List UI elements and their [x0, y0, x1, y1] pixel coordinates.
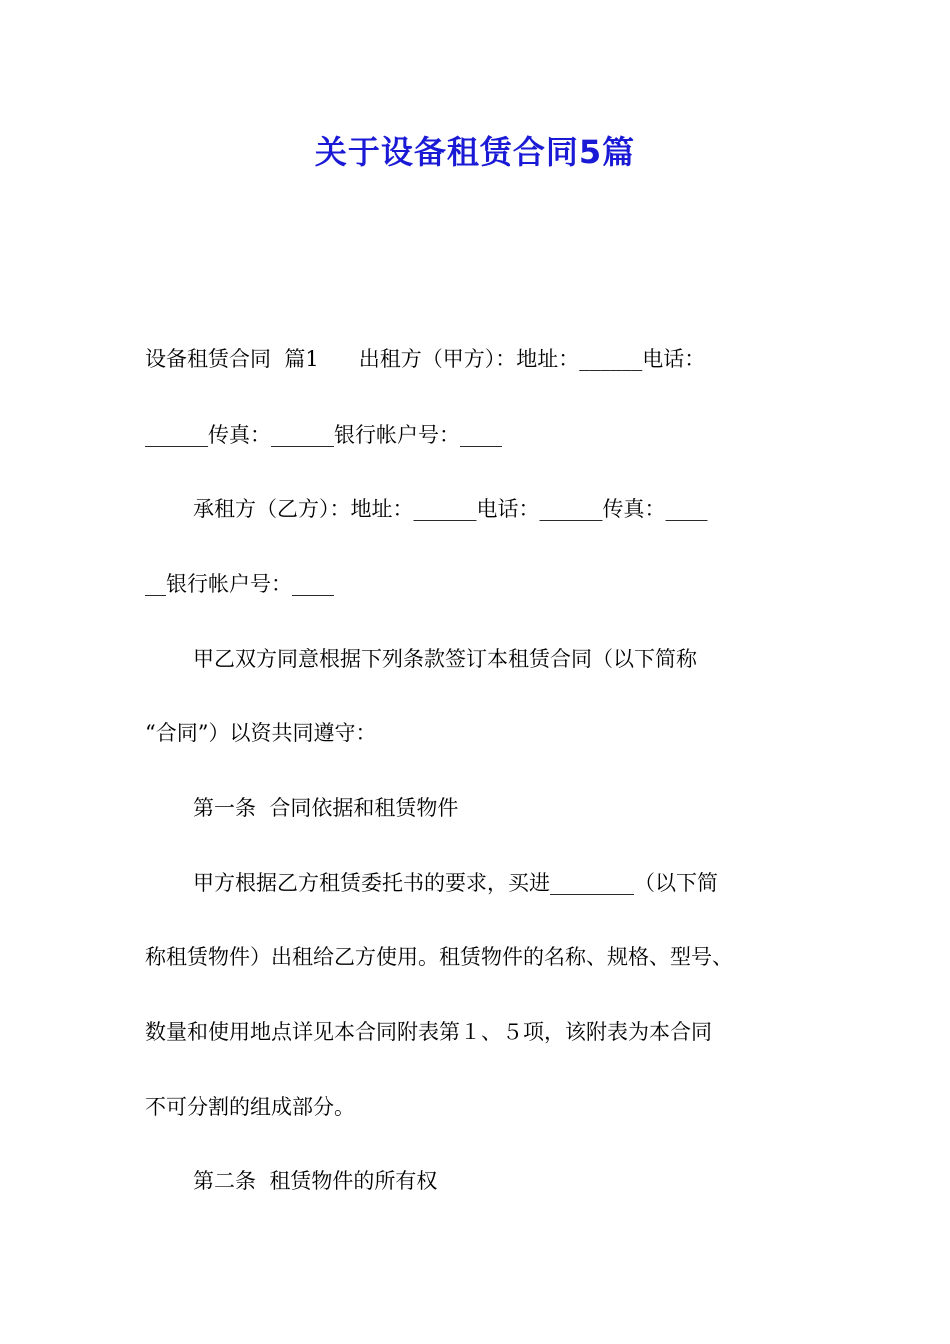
section-heading: 第一条 合同依据和租赁物件 — [193, 796, 459, 820]
text-line: 设备租赁合同 篇1 出租方（甲方）：地址：______电话： — [145, 347, 706, 371]
text-line: ______传真：______银行帐户号：____ — [145, 423, 502, 447]
document-title: 关于设备租赁合同5篇 — [314, 133, 636, 171]
section-heading: 第二条 租赁物件的所有权 — [193, 1169, 438, 1193]
text-line: 承租方（乙方）：地址：______电话：______传真：____ — [193, 497, 708, 521]
text-line: 甲乙双方同意根据下列条款签订本租赁合同（以下简称 — [193, 647, 697, 671]
text-line: __银行帐户号：____ — [145, 572, 334, 596]
text-line: 数量和使用地点详见本合同附表第１、５项，该附表为本合同 — [145, 1020, 712, 1044]
text-line: 不可分割的组成部分。 — [145, 1095, 355, 1119]
text-line: “合同”）以资共同遵守： — [145, 721, 377, 745]
text-line: 甲方根据乙方租赁委托书的要求，买进________（以下简 — [193, 871, 718, 895]
text-line: 称租赁物件）出租给乙方使用。租赁物件的名称、规格、型号、 — [145, 945, 733, 969]
